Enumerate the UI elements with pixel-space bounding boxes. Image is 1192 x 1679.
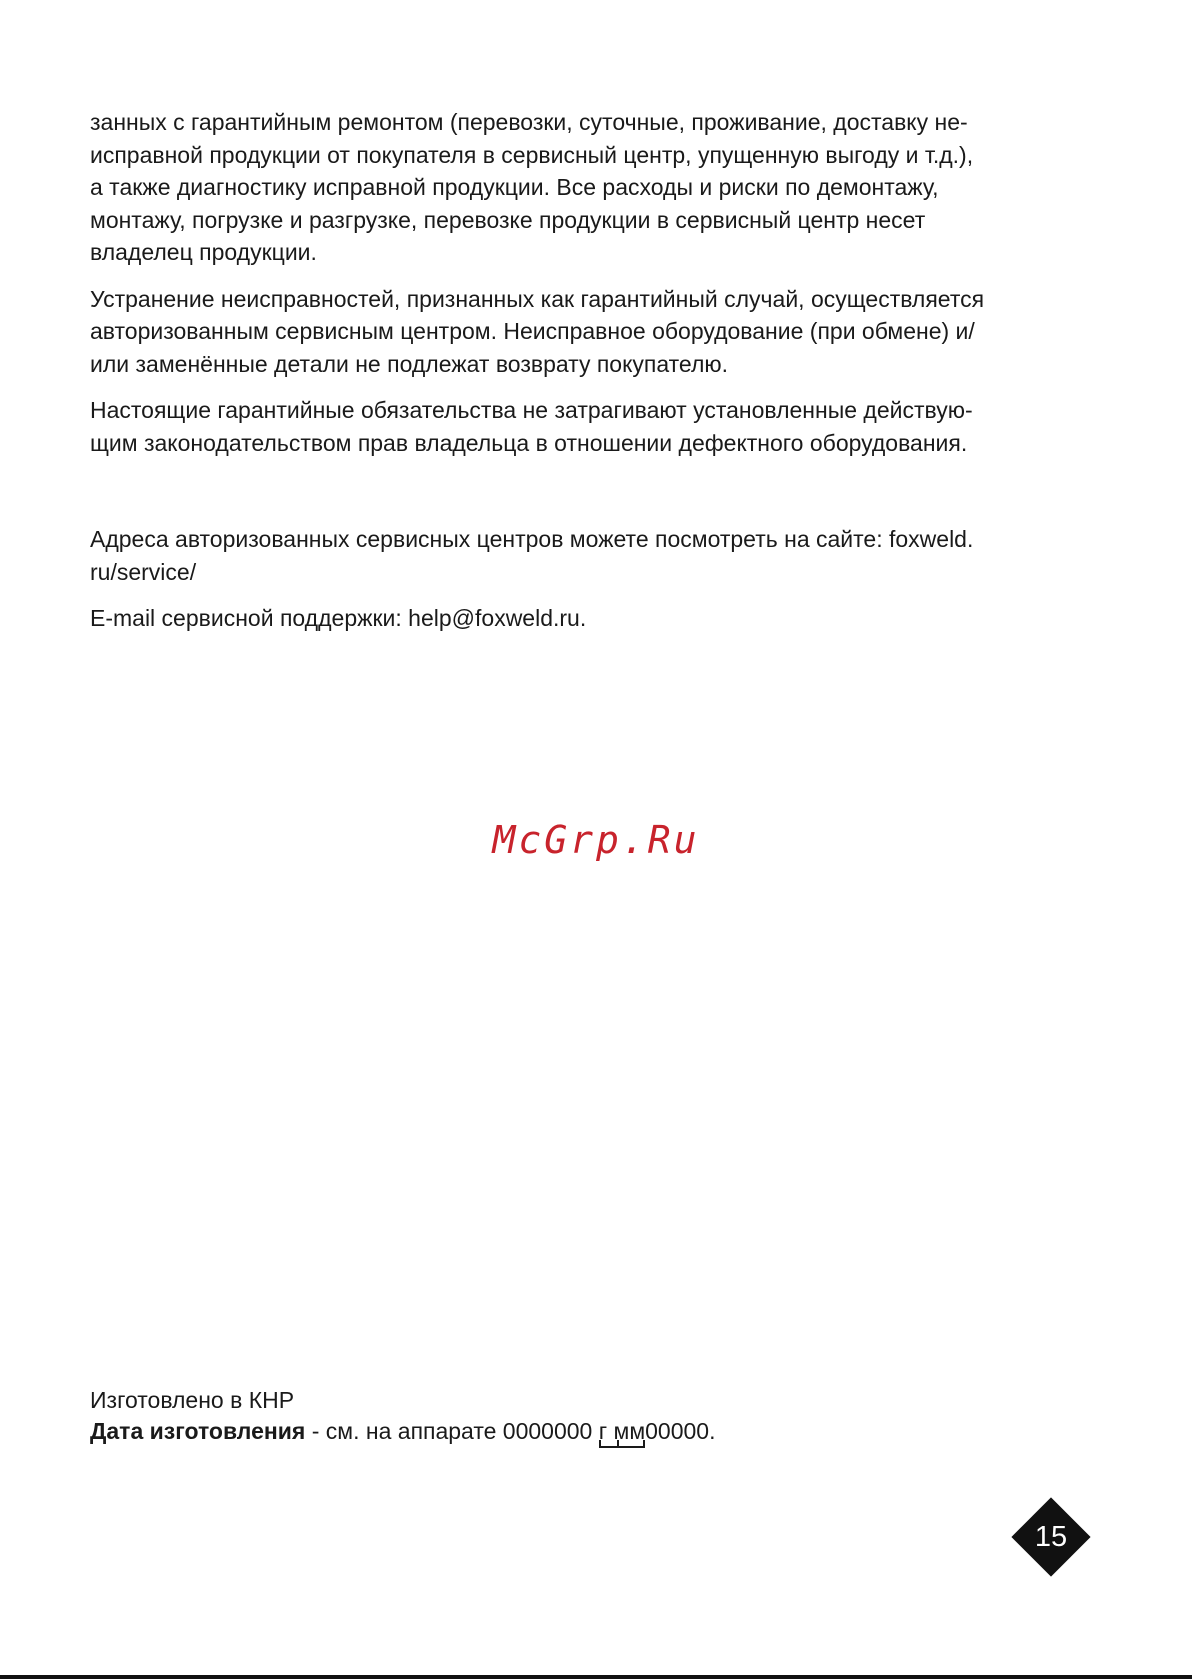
paragraph-warranty-costs — [90, 106, 1090, 269]
text-line: Устранение неисправностей, признанных как гарантийный случай, осуществляется — [90, 285, 985, 312]
made-in-text: Изготовлено в КНР — [90, 1387, 295, 1413]
page-number: 15 — [1034, 1521, 1068, 1553]
text-line: монтажу, погрузке и разгрузке, перевозке продукции в сервисный центр несет — [90, 206, 926, 233]
date-text-after: 00000. — [645, 1418, 716, 1444]
spacer — [90, 473, 1090, 523]
bracket-tick-icon — [617, 1440, 619, 1448]
paragraph-legal-rights — [90, 394, 1090, 459]
bracket-line-icon — [599, 1440, 645, 1448]
text-line: или заменённые детали не подлежат возврату покупателю. — [90, 350, 729, 377]
date-label: Дата изготовления — [90, 1418, 306, 1444]
paragraph-repair-service — [90, 283, 1090, 381]
text-line: Настоящие гарантийные обязательства не затрагивают установленные действую- — [90, 397, 973, 423]
text-line: авторизованным сервисным центром. Неисправное оборудование (при обмене) и/ — [90, 318, 975, 344]
watermark-logo: McGrp.Ru — [492, 818, 700, 862]
service-email: E-mail сервисной поддержки: help@foxweld.ru. — [90, 605, 587, 631]
date-format-bracket — [599, 1416, 645, 1447]
bottom-border-line — [0, 1675, 1192, 1679]
manufacture-date-line — [90, 1416, 716, 1447]
text-line: занных с гарантийным ремонтом (перевозки, суточные, проживание, доставку не- — [90, 109, 968, 135]
service-addresses — [90, 523, 1090, 588]
date-text-before: - см. на аппарате 0000000 — [305, 1418, 593, 1444]
manufacture-info — [90, 1385, 716, 1447]
text-line: щим законодательством прав владельца в отношении дефектного оборудования. — [90, 429, 968, 456]
text-line: Адреса авторизованных сервисных центров можете посмотреть на сайте: foxweld. — [90, 526, 974, 552]
text-line: исправной продукции от покупателя в сервисный центр, упущенную выгоду и т.д.), — [90, 141, 974, 168]
text-line: а также диагностику исправной продукции. Все расходы и риски по демонтажу, — [90, 174, 939, 200]
date-format-text: г мм — [598, 1418, 646, 1444]
text-line: ru/service/ — [90, 558, 197, 585]
warranty-text-block — [90, 106, 1090, 649]
text-line: владелец продукции. — [90, 239, 317, 265]
